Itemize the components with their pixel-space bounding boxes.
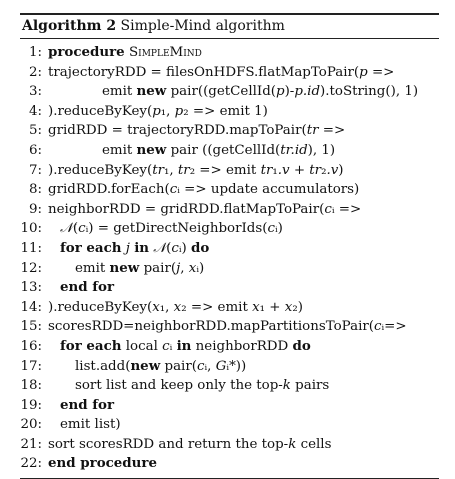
algorithm-line xyxy=(20,317,439,337)
code-token: p.id xyxy=(294,84,321,100)
code-token: x xyxy=(252,299,260,315)
line-number: 7: xyxy=(28,162,42,178)
algorithm-line xyxy=(20,415,439,435)
algorithm-line xyxy=(20,82,439,102)
code-token: in xyxy=(134,239,150,256)
code-token: emit list) xyxy=(60,417,121,433)
code-token: 𝒩 xyxy=(153,240,167,256)
line-number: 8: xyxy=(28,182,42,198)
code-token: ₂) xyxy=(292,299,303,315)
code-token: tr xyxy=(309,162,322,178)
algorithm-line xyxy=(20,200,439,220)
code-token: ᵢ, xyxy=(204,358,216,374)
code-token: c xyxy=(373,319,382,335)
line-number: 15: xyxy=(20,319,42,335)
code-token: scoresRDD=neighborRDD.mapPartitionsToPair( xyxy=(48,319,374,335)
line-code xyxy=(60,219,283,239)
code-token: ᵢ) xyxy=(196,260,205,276)
code-token: tr xyxy=(152,162,164,178)
code-token: c xyxy=(267,221,275,237)
code-token: p xyxy=(174,103,184,119)
line-number: 9: xyxy=(28,201,42,217)
line-code xyxy=(48,121,345,141)
code-token: pairs xyxy=(290,378,330,394)
code-token: k xyxy=(282,378,291,394)
code-token: new xyxy=(136,83,167,100)
line-code xyxy=(60,415,121,435)
code-token: ), 1) xyxy=(307,142,336,158)
line-number: 13: xyxy=(20,280,42,296)
code-token: .v xyxy=(326,162,339,178)
algorithm-line xyxy=(20,161,439,181)
code-token: local xyxy=(121,338,163,354)
code-token: list.add( xyxy=(75,358,131,374)
code-token: => xyxy=(318,123,346,139)
algorithm-line xyxy=(20,219,439,239)
code-token: x xyxy=(173,299,182,315)
code-token: ₂ => emit xyxy=(181,299,253,315)
code-token: ).reduceByKey( xyxy=(48,162,153,178)
caption-label: Algorithm 2 xyxy=(22,18,117,34)
line-number: 20: xyxy=(20,417,42,433)
code-token: emit xyxy=(75,260,110,276)
algorithm-box xyxy=(20,13,439,479)
algorithm-line xyxy=(20,63,439,83)
algorithm-line xyxy=(20,376,439,396)
code-token: ₁ + xyxy=(259,299,285,315)
code-token: j xyxy=(125,240,130,256)
line-number: 22: xyxy=(20,456,42,472)
code-token: c xyxy=(171,240,179,256)
line-code xyxy=(48,43,202,63)
code-token: tr xyxy=(306,123,319,139)
code-token: pair((getCellId( xyxy=(166,84,276,100)
code-token: ₂ => emit xyxy=(189,162,261,178)
line-number: 6: xyxy=(28,142,42,158)
code-token: ).toString(), 1) xyxy=(320,84,419,100)
code-token: gridRDD = trajectoryRDD.mapToPair( xyxy=(48,123,307,139)
line-code xyxy=(48,102,268,122)
line-number: 17: xyxy=(20,358,42,374)
code-token: neighborRDD xyxy=(191,338,293,354)
code-token: do xyxy=(191,239,210,256)
line-code xyxy=(60,396,114,416)
algorithm-line xyxy=(20,259,439,279)
code-token: => xyxy=(367,64,395,80)
line-number: 3: xyxy=(28,84,42,100)
line-number: 14: xyxy=(20,299,42,315)
code-token: cells xyxy=(296,436,332,452)
code-token: ᵢ*)) xyxy=(226,358,247,374)
line-number: 12: xyxy=(20,260,42,276)
line-number: 2: xyxy=(28,64,42,80)
code-token: c xyxy=(324,201,332,217)
line-number: 21: xyxy=(20,436,42,452)
line-code xyxy=(48,63,394,83)
code-token: end for xyxy=(60,279,115,296)
code-token: ( xyxy=(72,221,79,237)
line-number: 18: xyxy=(20,378,42,394)
code-token: ₁, xyxy=(160,103,175,119)
code-token: ᵢ) = getDirectNeighborIds( xyxy=(85,221,268,237)
line-number: 19: xyxy=(20,397,42,413)
code-token: )- xyxy=(284,84,295,100)
code-token: ₁, xyxy=(159,299,174,315)
code-token: , xyxy=(180,260,189,276)
code-token: SimpleMind xyxy=(128,45,202,60)
algorithm-line xyxy=(20,298,439,318)
code-token: ₂ => emit 1) xyxy=(183,103,268,119)
code-token: ᵢ => update accumulators) xyxy=(177,182,360,198)
code-token: emit xyxy=(102,84,137,100)
algorithm-line xyxy=(20,337,439,357)
code-token: 𝒩 xyxy=(60,221,73,237)
line-number: 1: xyxy=(28,45,42,60)
line-code xyxy=(48,317,407,337)
code-token: sort scoresRDD and return the top- xyxy=(48,436,289,452)
algorithm-line xyxy=(20,435,439,455)
algorithm-caption xyxy=(20,15,439,38)
code-token: pair ((getCellId( xyxy=(166,142,281,158)
code-token: for each xyxy=(60,239,122,256)
code-token: procedure xyxy=(48,44,125,60)
line-code xyxy=(48,454,157,474)
line-code xyxy=(48,161,344,181)
code-token: ).reduceByKey( xyxy=(48,299,153,315)
code-token: p xyxy=(276,84,285,100)
code-token: do xyxy=(292,337,311,354)
line-code xyxy=(48,435,331,455)
line-code xyxy=(75,357,246,377)
code-token: new xyxy=(109,259,140,276)
line-code xyxy=(48,298,303,318)
code-token: c xyxy=(78,221,86,237)
code-token: ₁ xyxy=(272,162,278,178)
code-token: c xyxy=(169,182,178,198)
code-token: x xyxy=(152,299,160,315)
line-code xyxy=(60,278,114,298)
code-token: end for xyxy=(60,396,115,413)
line-number: 5: xyxy=(28,123,42,139)
line-code xyxy=(102,82,418,102)
code-token: pair( xyxy=(139,260,177,276)
code-token: sort list and keep only the top- xyxy=(75,378,283,394)
code-token: for each xyxy=(60,337,122,354)
algorithm-lines xyxy=(20,39,439,478)
code-token: pair( xyxy=(160,358,197,374)
code-token: ᵢ) xyxy=(178,240,192,256)
line-code xyxy=(75,376,329,396)
code-token: trajectoryRDD = filesOnHDFS.flatMapToPair( xyxy=(48,64,360,80)
line-code xyxy=(60,239,209,259)
code-token: c xyxy=(162,338,170,354)
algorithm-line xyxy=(20,357,439,377)
algorithm-line xyxy=(20,180,439,200)
algorithm-line xyxy=(20,239,439,259)
code-token: tr xyxy=(177,162,190,178)
line-code xyxy=(75,259,204,279)
code-token: + xyxy=(289,162,310,178)
code-token: ( xyxy=(166,240,172,256)
code-token: ) xyxy=(338,162,344,178)
code-token: emit xyxy=(102,142,137,158)
algorithm-line xyxy=(20,454,439,474)
code-token: end procedure xyxy=(48,455,157,472)
algorithm-line xyxy=(20,141,439,161)
code-token: G xyxy=(215,358,227,374)
code-token: neighborRDD = gridRDD.flatMapToPair( xyxy=(48,201,325,217)
line-code xyxy=(60,337,311,357)
line-code xyxy=(102,141,335,161)
code-token: in xyxy=(176,337,192,354)
code-token: .v xyxy=(277,162,290,178)
code-token: j xyxy=(176,260,181,276)
line-code xyxy=(48,180,359,200)
line-code xyxy=(48,200,361,220)
code-token: p xyxy=(152,103,161,119)
code-token: x xyxy=(188,260,197,276)
code-token: tr.id xyxy=(280,142,308,158)
line-number: 16: xyxy=(20,338,42,354)
code-token: new xyxy=(136,141,167,158)
code-token: c xyxy=(196,358,205,374)
code-token: k xyxy=(288,436,297,452)
code-token: x xyxy=(284,299,293,315)
algorithm-line xyxy=(20,396,439,416)
algorithm-line xyxy=(20,278,439,298)
code-token: gridRDD.forEach( xyxy=(48,182,170,198)
code-token: ᵢ) xyxy=(274,221,283,237)
code-token: tr xyxy=(260,162,273,178)
line-number: 11: xyxy=(20,240,42,256)
code-token: ).reduceByKey( xyxy=(48,103,153,119)
code-token: ₂ xyxy=(321,162,327,178)
caption-title: Simple-Mind algorithm xyxy=(120,18,285,34)
algorithm-line xyxy=(20,43,439,63)
line-number: 10: xyxy=(20,221,42,237)
code-token: ᵢ=> xyxy=(381,319,407,335)
code-token: p xyxy=(359,64,368,80)
code-token: ᵢ xyxy=(169,338,177,354)
code-token: ᵢ => xyxy=(331,201,362,217)
code-token: ₁, xyxy=(164,162,178,178)
code-token: new xyxy=(130,357,161,374)
algorithm-line xyxy=(20,102,439,122)
line-number: 4: xyxy=(28,103,42,119)
algorithm-line xyxy=(20,121,439,141)
